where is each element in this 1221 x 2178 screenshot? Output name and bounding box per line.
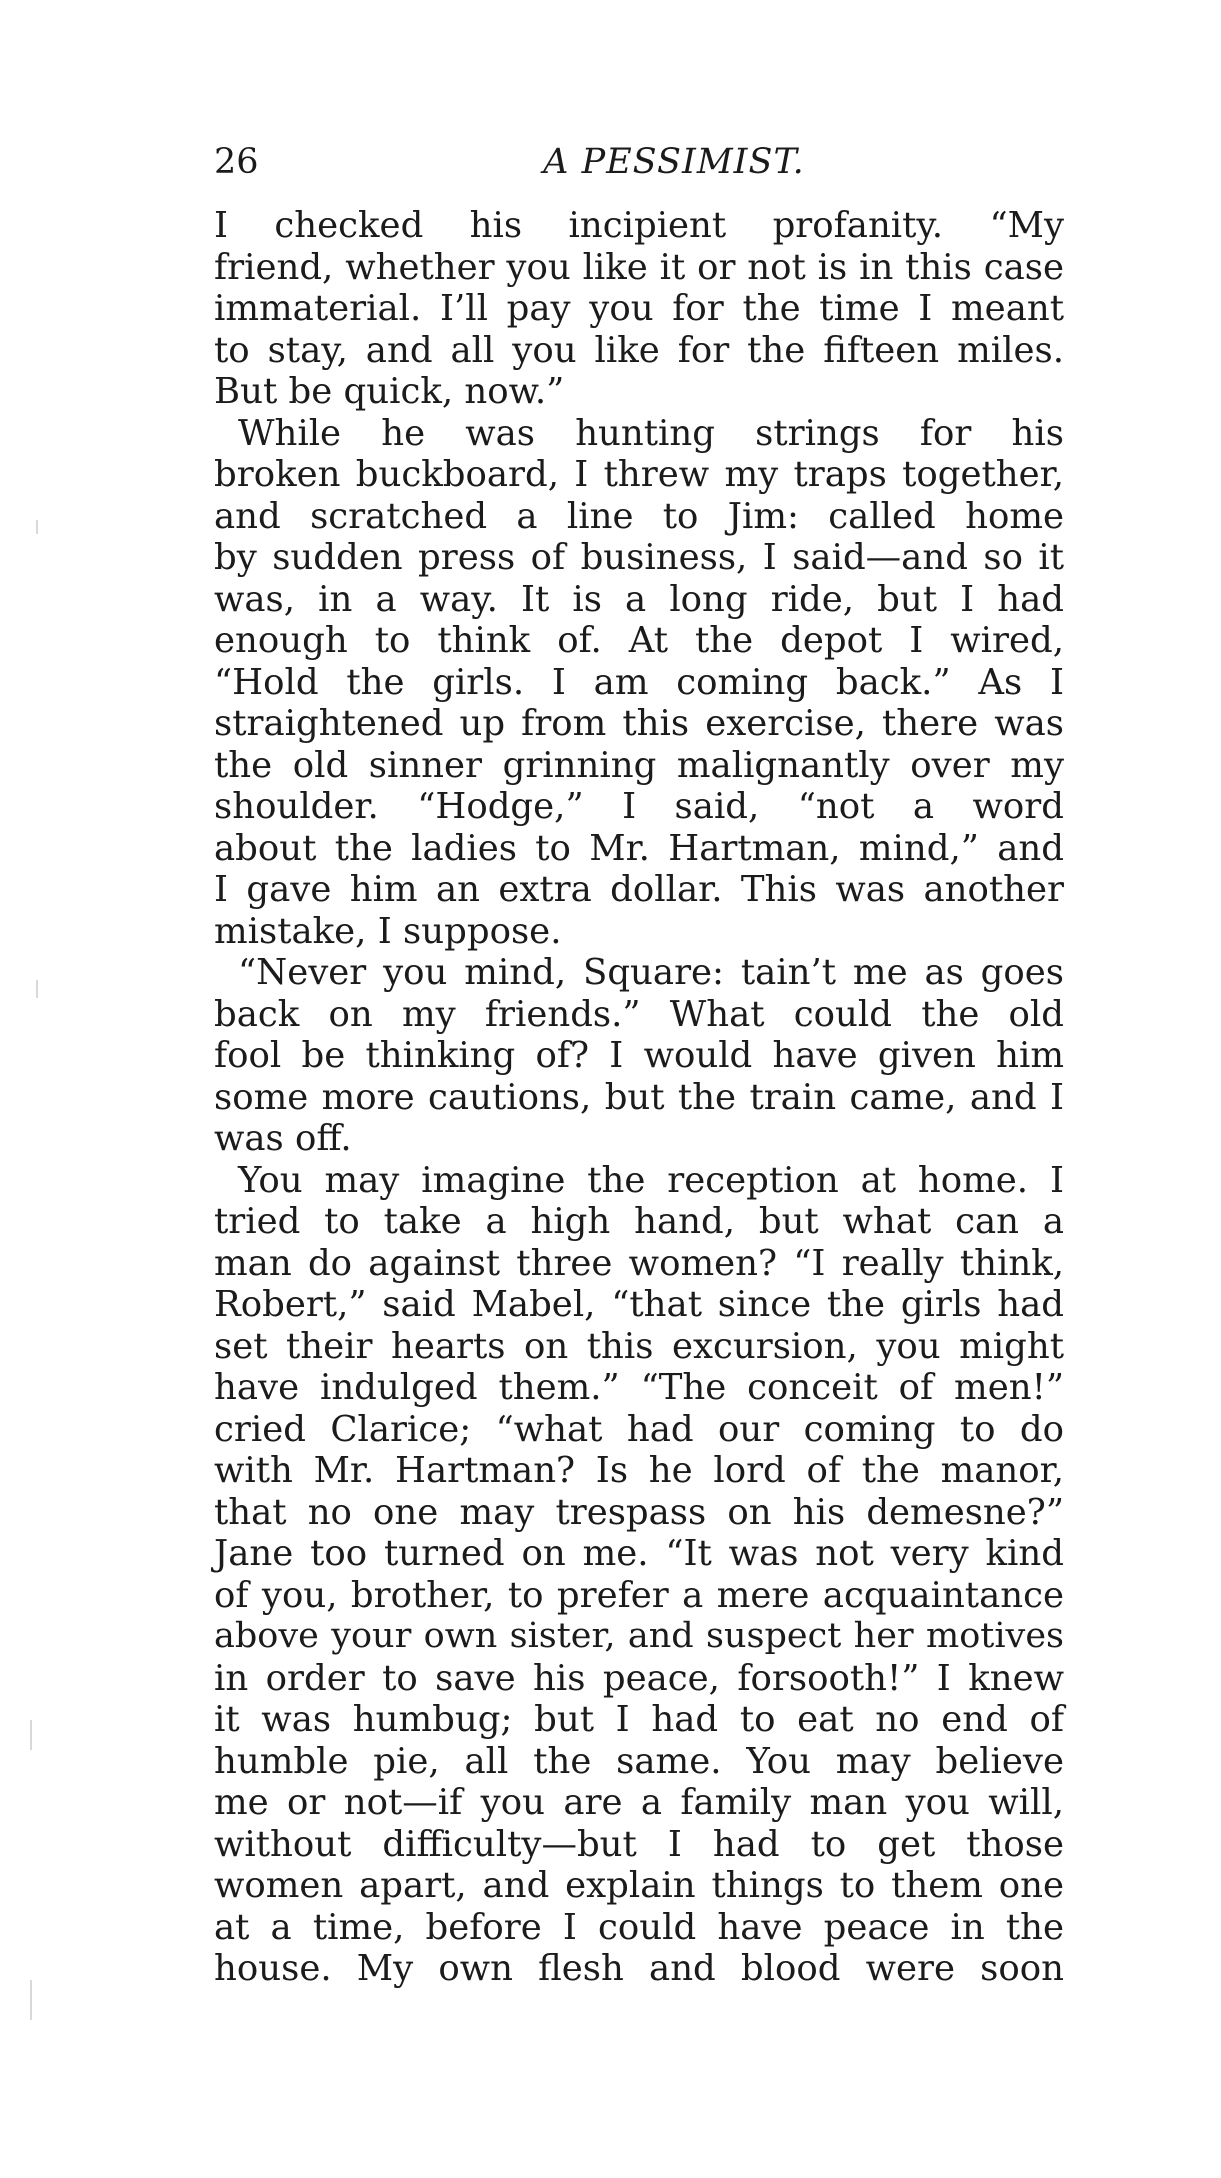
text-line: in order to save his peace, forsooth!” I knew: [214, 1657, 1064, 1699]
text-line: it was humbug; but I had to eat no end of: [214, 1699, 1064, 1740]
text-line: broken buckboard, I threw my traps together,: [214, 454, 1064, 495]
text-line: I checked his incipient profanity. “My: [214, 205, 1064, 246]
text-line: about the ladies to Mr. Hartman, mind,” and: [214, 827, 1064, 869]
text-line: I gave him an extra dollar. This was another: [214, 869, 1064, 910]
text-line: to stay, and all you like for the fifteen miles.: [214, 329, 1064, 371]
text-line: the old sinner grinning malignantly over my: [214, 744, 1064, 786]
text-line: some more cautions, but the train came, and I: [214, 1076, 1064, 1118]
running-title: A PESSIMIST.: [543, 142, 805, 182]
page-number: 26: [214, 142, 259, 182]
text-line: back on my friends.” What could the old: [214, 993, 1064, 1035]
text-line: me or not—if you are a family man you will,: [214, 1782, 1064, 1823]
text-line: straightened up from this exercise, there was: [214, 703, 1064, 744]
text-line: Robert,” said Mabel, “that since the girls had: [214, 1284, 1064, 1325]
text-line: with Mr. Hartman? Is he lord of the manor,: [214, 1450, 1064, 1491]
text-line: by sudden press of business, I said—and so it: [214, 537, 1064, 578]
text-line: tried to take a high hand, but what can a: [214, 1201, 1064, 1242]
text-line: was off.: [214, 1118, 352, 1159]
text-line: at a time, before I could have peace in the: [214, 1906, 1064, 1948]
text-line: But be quick, now.”: [214, 371, 565, 412]
text-line: was, in a way. It is a long ride, but I had: [214, 578, 1064, 620]
text-line: fool be thinking of? I would have given him: [214, 1035, 1064, 1076]
page-header: [214, 142, 1064, 192]
text-line: You may imagine the reception at home. I: [238, 1159, 1064, 1201]
text-line: women apart, and explain things to them one: [214, 1865, 1064, 1906]
text-line: cried Clarice; “what had our coming to do: [214, 1408, 1064, 1450]
text-line: above your own sister, and suspect her motives: [214, 1616, 1064, 1656]
text-line: shoulder. “Hodge,” I said, “not a word: [214, 786, 1064, 827]
text-line: of you, brother, to prefer a mere acquaintance: [214, 1574, 1064, 1616]
text-line: and scratched a line to Jim: called home: [214, 495, 1064, 537]
text-line: enough to think of. At the depot I wired,: [214, 620, 1064, 661]
text-line: that no one may trespass on his demesne?”: [214, 1491, 1064, 1533]
text-line: immaterial. I’ll pay you for the time I meant: [214, 288, 1064, 329]
text-line: Jane too turned on me. “It was not very kind: [214, 1533, 1064, 1574]
text-line: house. My own flesh and blood were soon: [214, 1948, 1064, 1989]
text-line: have indulged them.” “The conceit of men!”: [214, 1367, 1064, 1408]
text-line: man do against three women? “I really think,: [214, 1242, 1064, 1284]
text-line: mistake, I suppose.: [214, 910, 562, 952]
text-line: without difficulty—but I had to get those: [214, 1823, 1064, 1865]
text-line: set their hearts on this excursion, you might: [214, 1325, 1064, 1367]
scan-speck: [30, 1980, 32, 2020]
text-line: humble pie, all the same. You may believe: [214, 1740, 1064, 1782]
scan-speck: [36, 980, 38, 998]
text-line: “Never you mind, Square: tain’t me as goes: [238, 952, 1064, 993]
scan-speck: [36, 520, 38, 534]
text-line: friend, whether you like it or not is in this case: [214, 246, 1064, 288]
text-line: “Hold the girls. I am coming back.” As I: [214, 661, 1064, 703]
text-line: While he was hunting strings for his: [238, 412, 1064, 454]
body-text: [214, 205, 1064, 1990]
scan-speck: [30, 1720, 32, 1750]
